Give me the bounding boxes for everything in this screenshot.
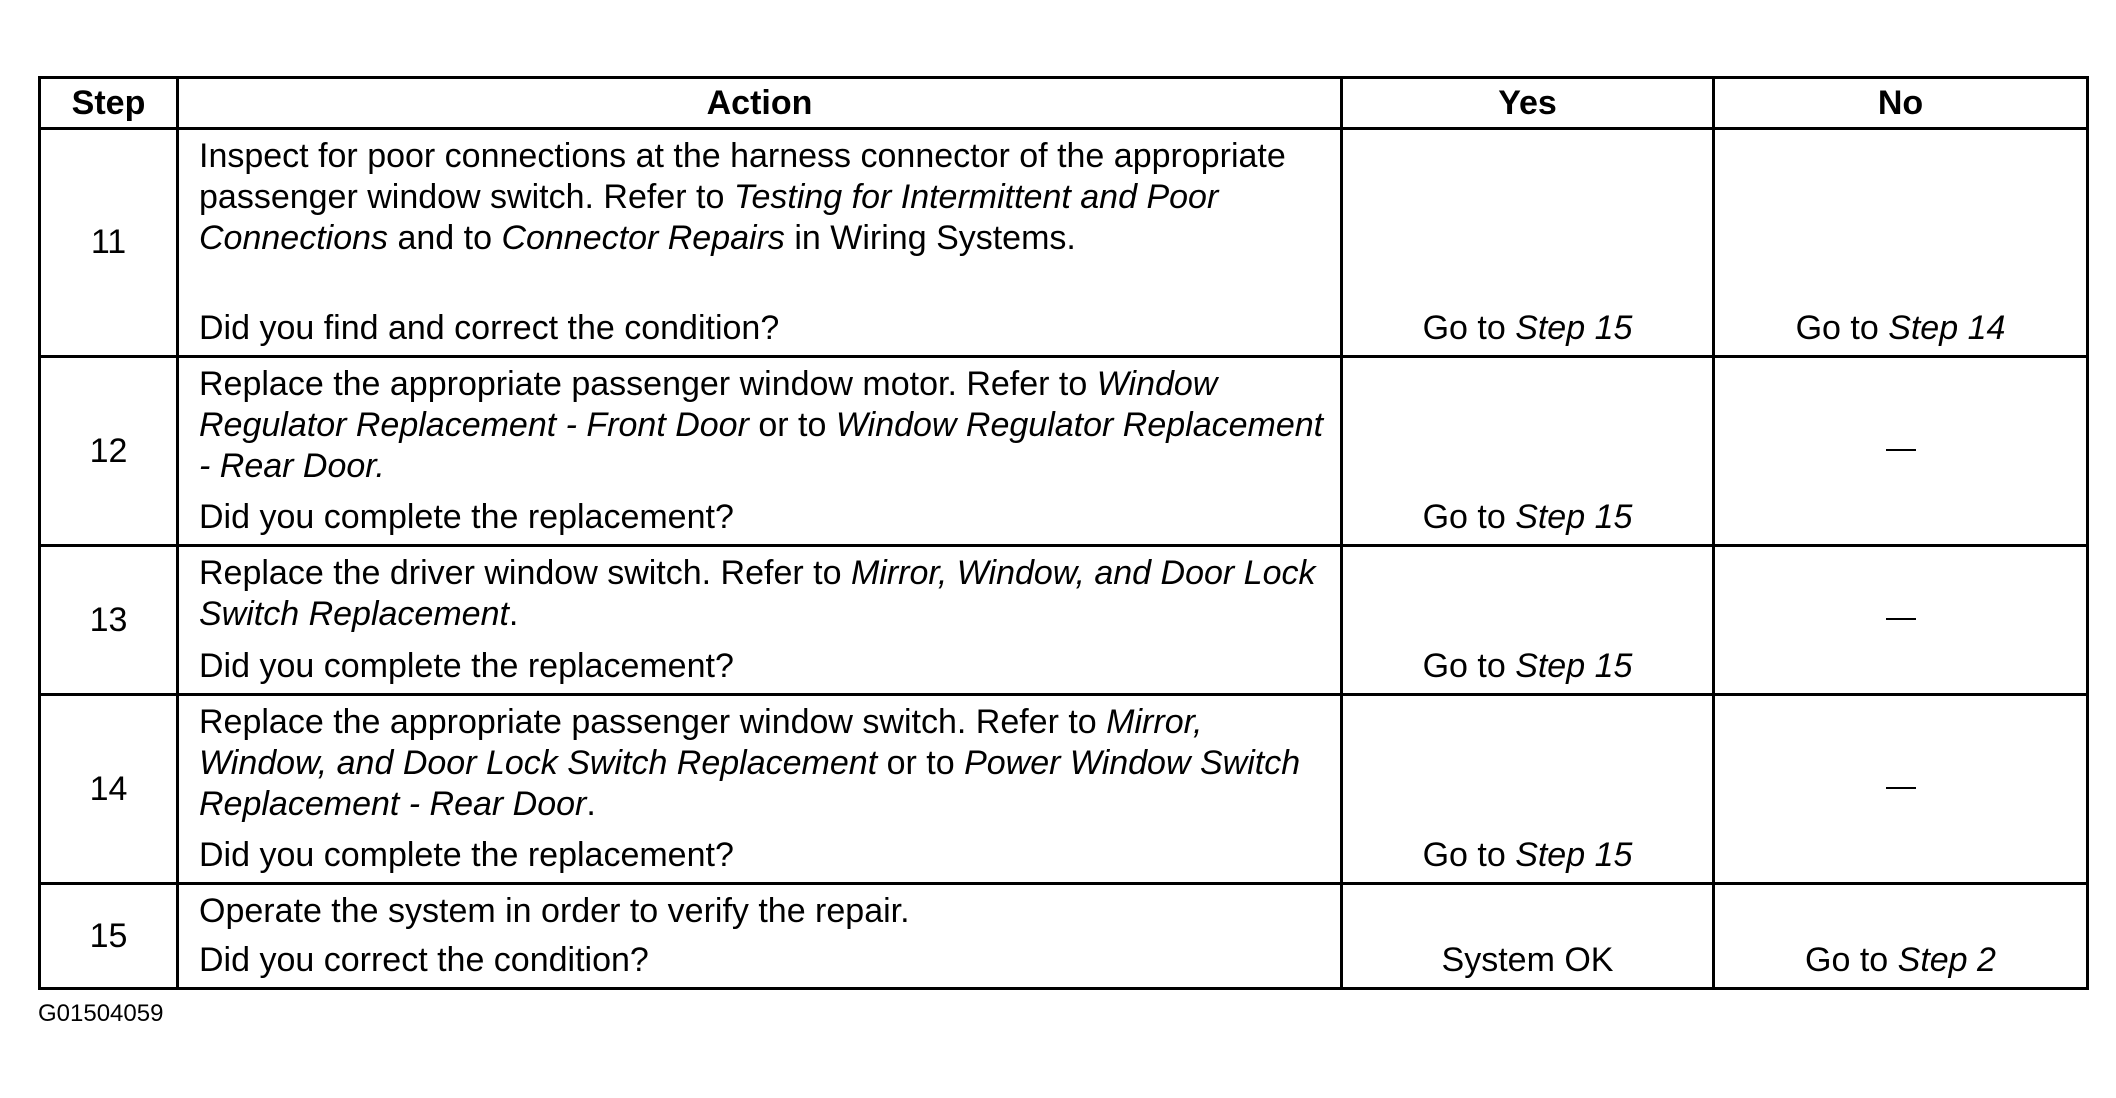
table-row [40,357,2088,546]
action-question: Did you complete the replacement? [199,836,734,874]
result-step-reference: Step 2 [1897,941,1996,979]
action-reference: Testing for Intermittent and Poor Connections [199,178,1219,257]
action-reference: Window Regulator Replacement - Rear Door. [199,406,1324,485]
yes-result [1342,357,1714,546]
dash-mark [1886,449,1916,451]
header-action: Action [178,78,1342,129]
action-reference: Power Window Switch Replacement - Rear Door [199,744,1301,823]
action-question: Did you complete the replacement? [199,647,734,685]
action-run: in Wiring Systems. [784,219,1076,257]
action-question: Did you complete the replacement? [199,498,734,536]
step-number: 15 [40,884,178,989]
step-number: 12 [40,357,178,546]
action-text [199,702,1326,825]
action-reference: Mirror, Window, and Door Lock Switch Replacement [199,703,1203,782]
result-step-reference: Step 15 [1515,309,1633,347]
action-text [199,136,1326,259]
action-run: and to [388,219,502,257]
header-no: No [1714,78,2088,129]
action-run: Replace the appropriate passenger window switch. Refer to [199,703,1107,741]
step-number: 13 [40,546,178,695]
action-reference: Mirror, Window, and Door Lock Switch Replacement [199,554,1316,633]
action-run: . [586,785,596,823]
result-prefix: Go to [1422,647,1516,685]
result-prefix: Go to [1422,309,1516,347]
result-step-reference: Step 15 [1515,647,1633,685]
step-number: 14 [40,695,178,884]
result-prefix: System OK [1441,941,1614,979]
action-cell [178,884,1342,989]
action-question: Did you correct the condition? [199,941,649,979]
action-run: Inspect for poor connections at the harness connector of the appropriate passenger window switch. Refer to [199,137,1286,216]
result-step-reference: Step 14 [1888,309,2006,347]
table-row [40,546,2088,695]
table-row [40,695,2088,884]
table-row [40,129,2088,357]
action-text [199,553,1326,635]
action-text [199,891,1326,932]
action-cell [178,129,1342,357]
header-step: Step [40,78,178,129]
diagnostic-table [38,76,2089,990]
result-prefix: Go to [1795,309,1889,347]
action-cell [178,357,1342,546]
no-result [1714,357,2088,546]
action-run: Operate the system in order to verify the repair. [199,892,910,930]
action-run: . [508,595,519,633]
step-number: 11 [40,129,178,357]
action-run: Replace the appropriate passenger window motor. Refer to [199,365,1097,403]
action-run: Replace the driver window switch. Refer to [199,554,851,592]
no-result [1714,695,2088,884]
action-reference: Window Regulator Replacement - Front Door [199,365,1218,444]
result-step-reference: Step 15 [1515,498,1633,536]
figure-id: G01504059 [38,1000,164,1027]
yes-result [1342,546,1714,695]
result-prefix: Go to [1422,498,1516,536]
action-cell [178,546,1342,695]
result-prefix: Go to [1805,941,1898,979]
table-row [40,884,2088,989]
header-yes: Yes [1342,78,1714,129]
yes-result [1342,695,1714,884]
result-step-reference: Step 15 [1515,836,1633,874]
no-result [1714,129,2088,357]
dash-mark [1886,787,1916,789]
table-body [40,129,2088,989]
action-run: or to [877,744,965,782]
yes-result [1342,884,1714,989]
action-reference: Connector Repairs [501,219,785,257]
diagnostic-table-container [38,76,2086,990]
action-question: Did you find and correct the condition? [199,309,780,347]
result-prefix: Go to [1422,836,1516,874]
yes-result [1342,129,1714,357]
header-row [40,78,2088,129]
no-result [1714,884,2088,989]
action-run: or to [748,406,836,444]
action-cell [178,695,1342,884]
dash-mark [1886,618,1916,620]
action-text [199,364,1326,487]
no-result [1714,546,2088,695]
